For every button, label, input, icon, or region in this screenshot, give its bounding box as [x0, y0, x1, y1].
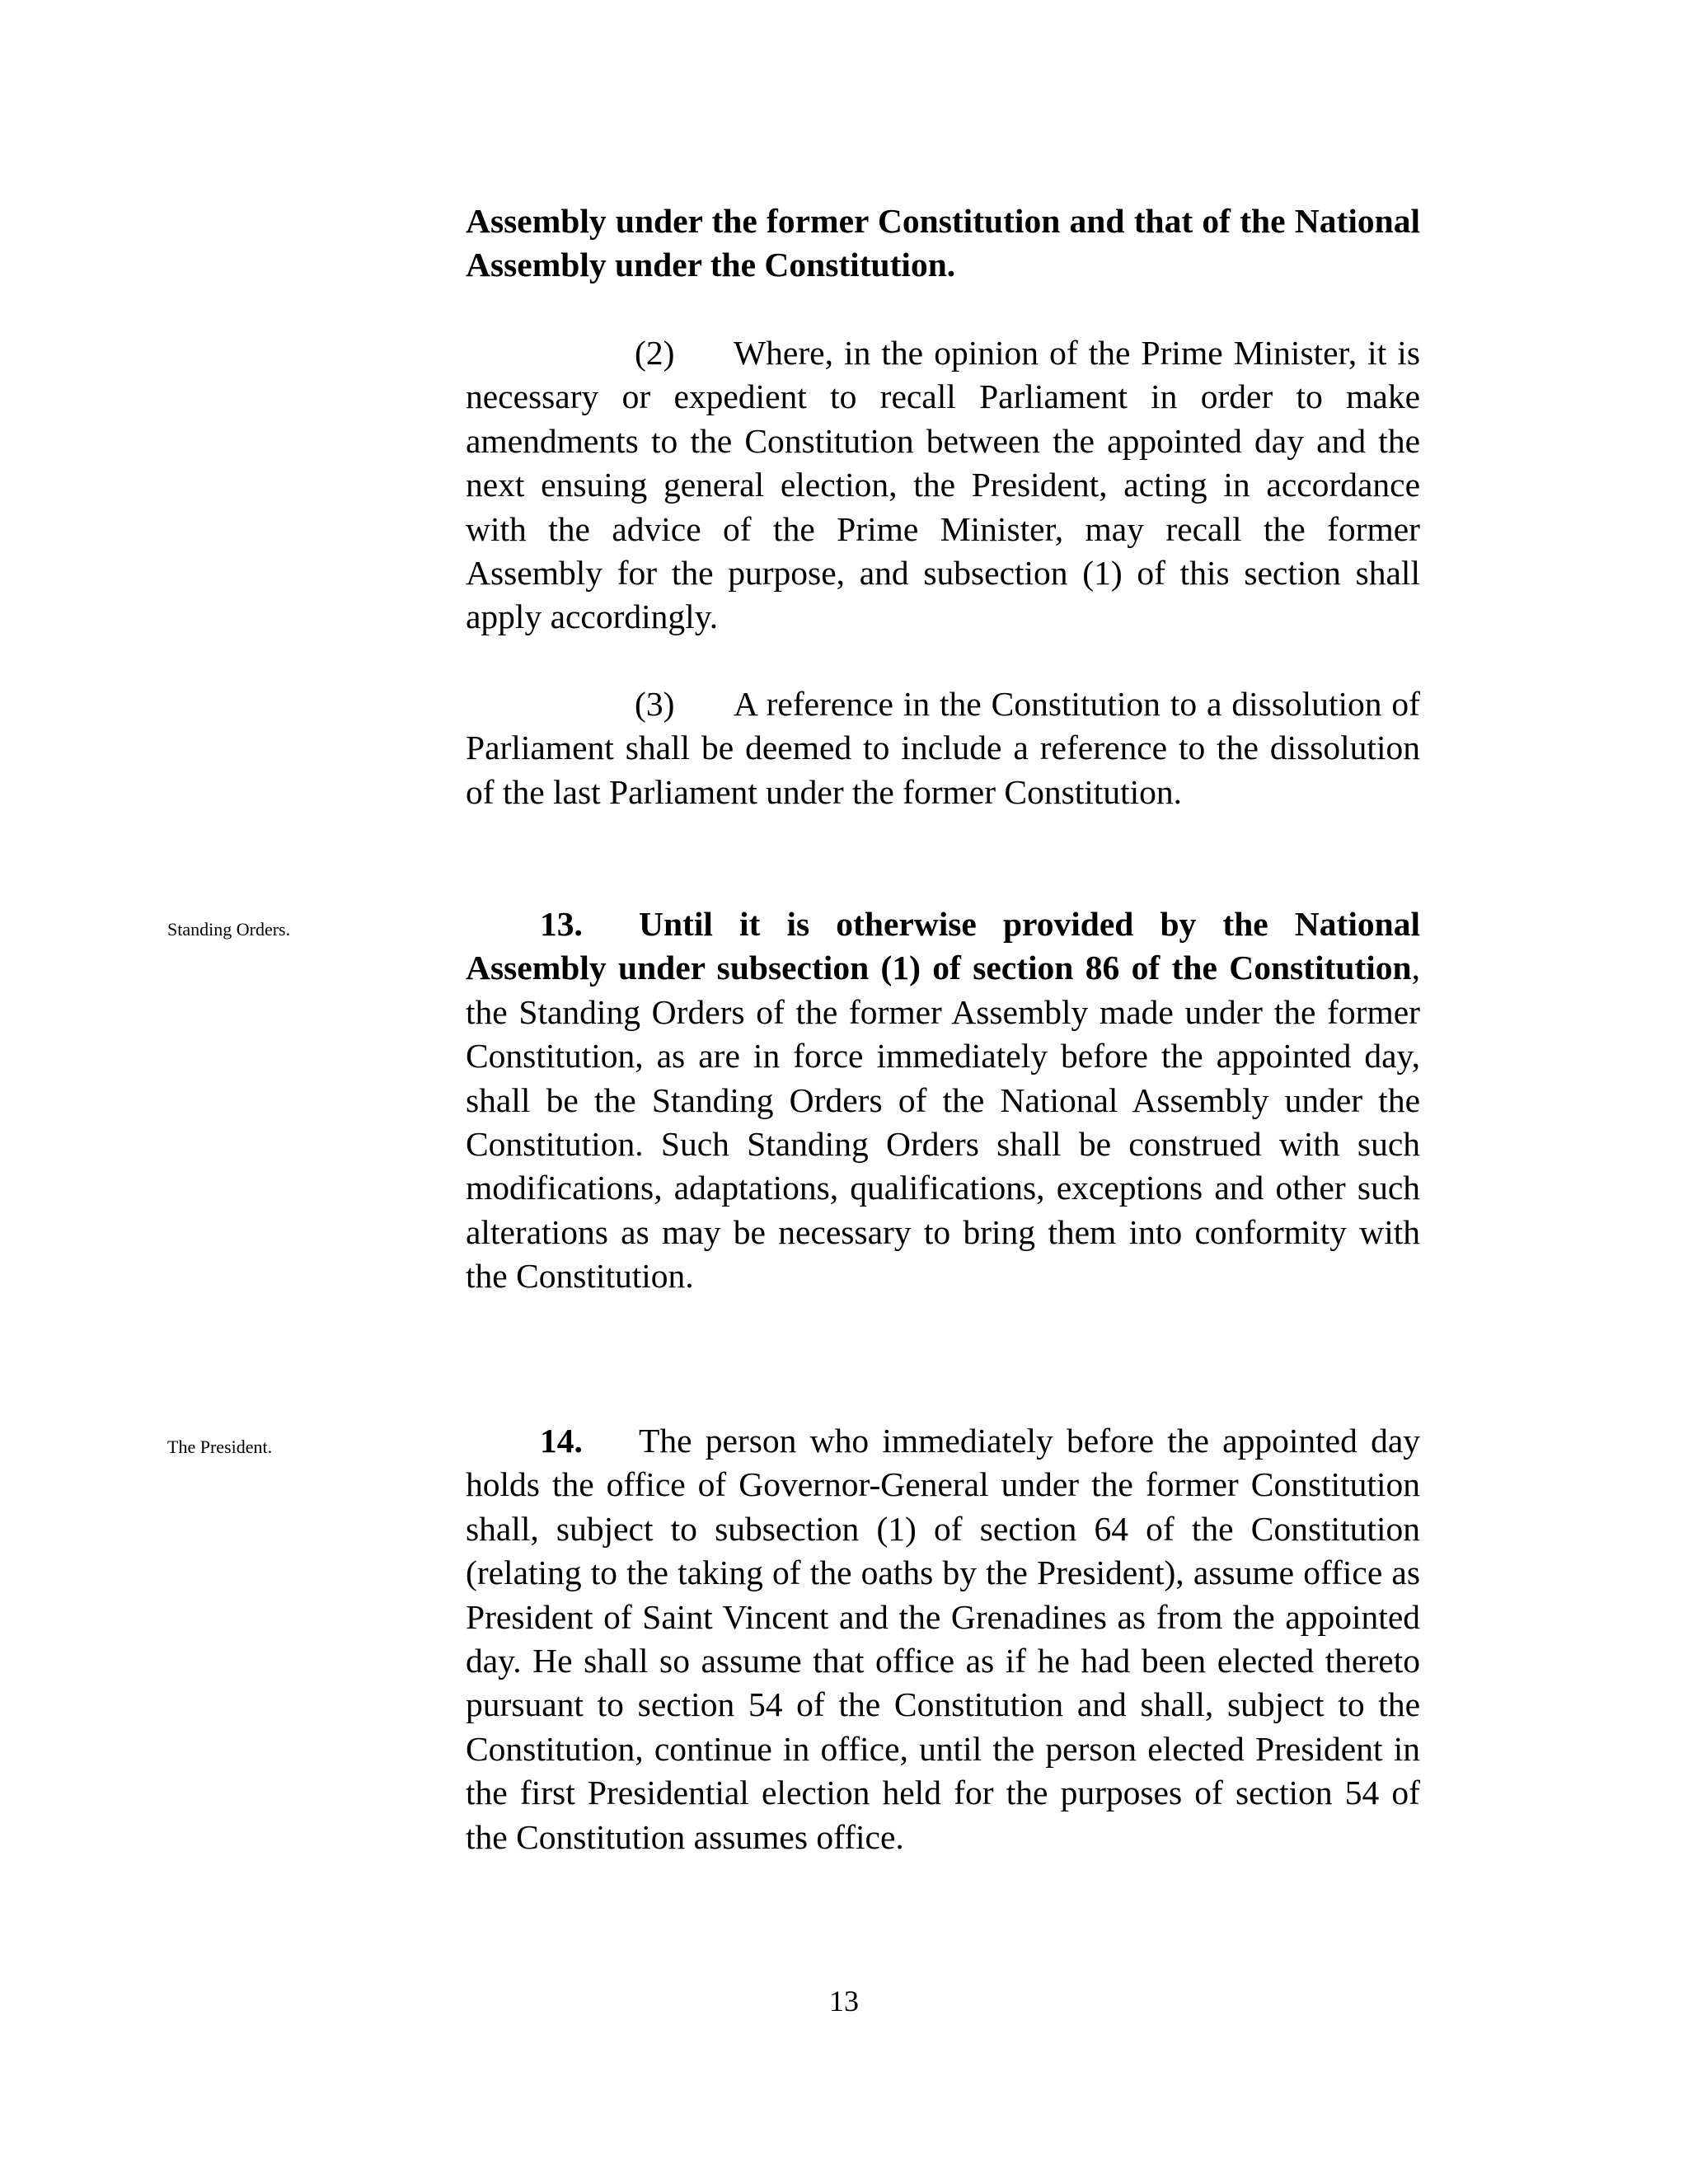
page-number: 13	[829, 1985, 859, 2018]
section-14	[466, 1419, 1420, 1859]
continuation-text: Assembly under the former Constitution and that of the National Assembly under the Constitution.	[466, 202, 1420, 284]
subsection-2	[466, 331, 1420, 640]
subsection-2-number: (2)	[635, 334, 675, 372]
margin-note-the-president: The President.	[167, 1436, 273, 1457]
margin-note-standing-orders: Standing Orders.	[167, 919, 291, 940]
section-13-text: , the Standing Orders of the former Assembly made under the former Constitution, as are in force immediately before the appointed day, shall be the Standing Orders of the National Assembly under the Constitution. Such Standing Orders shall be construed with such modifications, adaptations, qualifications, exceptions and other such alterations as may be necessary to bring them into conformity with the Constitution.	[466, 949, 1420, 1296]
section-14-text: The person who immediately before the appointed day holds the office of Governor-General under the former Constitution shall, subject to subsection (1) of section 64 of the Constitution (relating to the taking of the oaths by the President), assume office as President of Saint Vincent and the Grenadines as from the appointed day. He shall so assume that office as if he had been elected thereto pursuant to section 54 of the Constitution and shall, subject to the Constitution, continue in office, until the person elected President in the first Presidential election held for the purposes of section 54 of the Constitution assumes office.	[466, 1422, 1420, 1856]
subsection-3-number: (3)	[635, 685, 675, 723]
section-14-number: 14.	[540, 1422, 583, 1460]
section-13-bold-text: Until it is otherwise provided by the National Assembly under subsection (1) of section 86 of the Constitution	[466, 905, 1420, 987]
continuation-paragraph	[466, 199, 1420, 288]
subsection-2-text: Where, in the opinion of the Prime Minister, it is necessary or expedient to recall Parliament in order to make amendments to the Constitution between the appointed day and the next ensuing general election, the President, acting in accordance with the advice of the Prime Minister, may recall the former Assembly for the purpose, and subsection (1) of this section shall apply accordingly.	[466, 334, 1420, 636]
subsection-3	[466, 682, 1420, 814]
section-13	[466, 902, 1420, 1299]
section-13-number: 13.	[540, 905, 583, 943]
subsection-3-text: A reference in the Constitution to a dissolution of Parliament shall be deemed to include a reference to the dissolution of the last Parliament under the former Constitution.	[466, 685, 1420, 811]
